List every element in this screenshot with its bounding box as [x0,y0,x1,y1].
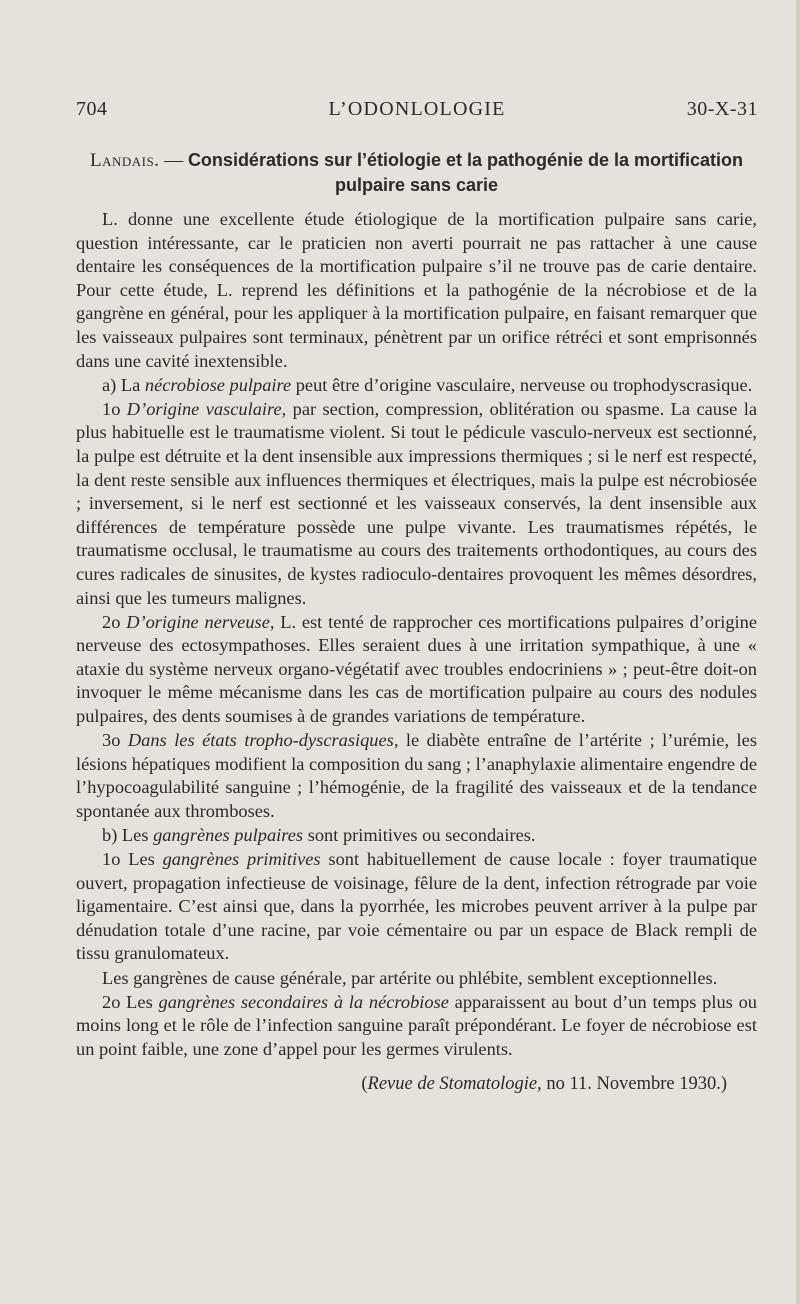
paragraph-emphasis: Dans les états tropho-dyscrasiques, [127,730,399,751]
paragraph-text: apparaissent au bout d’un temps plus ou moins long et le rôle de l’infection sanguine paraît prépondérant. Le foyer de nécrobiose est un point faible, une zone d’appel pour les germes virulents. [76,991,757,1059]
citation-details: no 11. Novembre 1930.) [541,1074,727,1095]
paragraph-lead: 1o [102,398,127,419]
paragraph [76,374,757,398]
paragraph-lead: 3o [102,730,128,751]
paragraph-text: le diabète entraîne de l’artérite ; l’urémie, les lésions hépatiques modifient la composition du sang ; l’anaphylaxie alimentaire engendre de l’hypocoagulabilité sanguine ; l’hémogénie, de la fragilité des vaisseaux et de la tendance spontanée aux thromboses. [76,730,757,821]
paragraph-text: peut être d’origine vasculaire, nerveuse ou trophodyscrasique. [291,374,753,395]
paragraph-emphasis: gangrènes secondaires à la nécrobiose [158,991,449,1012]
article-title: Considérations sur l’étiologie et la pathogénie de la mortification pulpaire sans carie [187,150,744,195]
journal-title: L’ODONLOLOGIE [328,98,506,120]
citation-open: ( [361,1074,368,1095]
article-body [76,148,757,1097]
paragraph-lead: 2o Les [102,991,159,1012]
paragraph-emphasis: gangrènes pulpaires [153,824,304,845]
running-header [76,98,758,128]
paragraph-text: L. est tenté de rapprocher ces mortifications pulpaires d’origine nerveuse des ectosympathoses. Elles seraient dues à une irritation sympathique, à une « ataxie du système nerveux organo-végétatif avec troubles endocriniens » ; peut-être doit-on invoquer le même mécanisme dans les cas de mortification pulpaire au cours des nodules pulpaires, des dents soumises à de grandes variations de température. [76,611,757,726]
paragraph [76,208,757,373]
issue-date: 30-X-31 [686,98,758,120]
article-heading [76,148,757,198]
paragraph-emphasis: D’origine vasculaire, [126,398,287,419]
paragraph-emphasis: nécrobiose pulpaire [144,374,292,395]
paragraph [76,967,757,991]
author-name: Landais. [89,150,160,171]
paragraph-text: sont primitives ou secondaires. [303,824,536,845]
paragraph [76,848,757,966]
paragraph-emphasis: gangrènes primitives [162,849,321,870]
citation [76,1073,757,1097]
paragraph [76,398,757,610]
paragraph-lead: b) Les [102,824,154,845]
paragraph-text: par section, compression, oblitération ou spasme. La cause la plus habituelle est le traumatisme violent. Si tout le pédicule vasculo-nerveux est sectionné, la pulpe est détruite et la dent insensible aux impressions thermiques ; si le nerf est respecté, la dent reste sensible aux influences thermiques et électriques, mais la pulpe est nécrobiosée ; inversement, si le nerf est sectionné et les vaisseaux conservés, la dent insensible aux différences de température possède une pulpe vivante. Les traumatismes répétés, le traumatisme occlusal, le traumatisme au cours des traitements orthodontiques, au cours des cures radicales de sinusites, de kystes radioculo-dentaires provoquent les mêmes désordres, ainsi que les tumeurs malignes. [76,398,757,608]
paragraph-lead: 2o [102,611,127,632]
paragraph-list [76,208,757,1061]
citation-journal: Revue de Stomatologie, [367,1074,542,1095]
heading-dash: — [159,150,188,171]
paragraph-text: L. donne une excellente étude étiologique de la mortification pulpaire sans carie, question intéressante, car le praticien non averti pourrait ne pas rattacher à une cause dentaire les conséquences de la mortification pulpaire s’il ne trouve pas de carie dentaire. Pour cette étude, L. reprend les définitions et la pathogénie de la nécrobiose et de la gangrène en général, pour les appliquer à la mortification pulpaire, en faisant remarquer que les vaisseaux pulpaires sont terminaux, pénètrent par un orifice rétréci et sont emprisonnés dans une cavité inextensible. [76,209,757,371]
paragraph-emphasis: D’origine nerveuse, [126,611,275,632]
paragraph-lead: 1o Les [102,849,163,870]
paragraph [76,824,757,848]
paragraph-lead: a) La [102,374,145,395]
page-edge-shadow [796,0,800,1304]
paragraph-text: sont habituellement de cause locale : foyer traumatique ouvert, propagation infectieuse de voisinage, fêlure de la dent, infection rétrograde par voie ligamentaire. C’est ainsi que, dans la pyorrhée, les microbes peuvent arriver à la pulpe par dénudation totale d’une racine, par voie cémentaire ou par un espace de Black rempli de tissu granulomateux. [76,849,757,964]
paragraph [76,611,757,729]
page-number: 704 [76,98,108,120]
paragraph [76,729,757,823]
paragraph [76,991,757,1062]
paragraph-text: Les gangrènes de cause générale, par artérite ou phlébite, semblent exceptionnelles. [102,967,718,988]
